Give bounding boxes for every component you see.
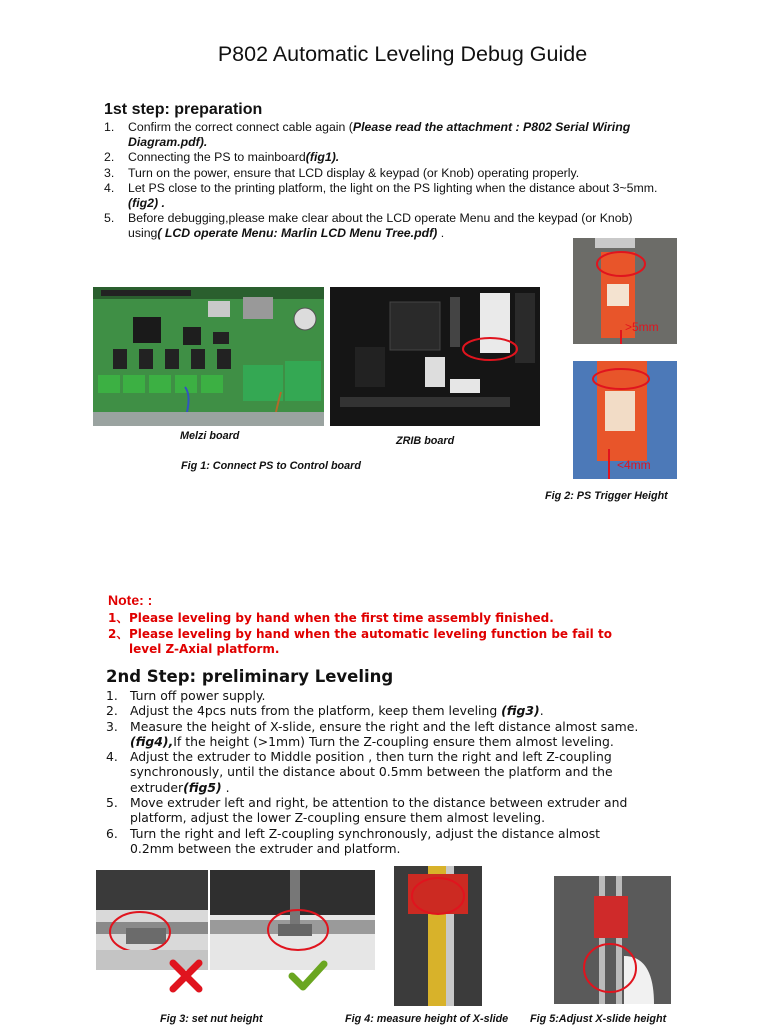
step1-item: 5. Before debugging,please make clear about the LCD operate Menu and the keypad (or Knob) using( LCD operate Menu: Marlin LCD Menu Tree.pdf) . bbox=[104, 211, 633, 241]
zrib-board-photo bbox=[330, 287, 540, 426]
ps-sensor-photo-bottom bbox=[573, 361, 677, 479]
page-title: P802 Automatic Leveling Debug Guide bbox=[217, 42, 588, 66]
note-item: 1、 Please leveling by hand when the first time assembly finished. bbox=[108, 611, 554, 625]
step2-item: 4. Adjust the extruder to Middle position , then turn the right and left Z-coupling synchronously, until the distance about 0.5mm between the platform and the extruder(fig5) . bbox=[106, 749, 613, 795]
note-list bbox=[108, 611, 648, 658]
step1-item: 4. Let PS close to the printing platform, the light on the PS lighting when the distance about 3~5mm.(fig2) . bbox=[104, 180, 658, 211]
fig1-caption: Fig 1: Connect PS to Control board bbox=[181, 460, 361, 472]
zrib-label: ZRIB board bbox=[396, 435, 455, 447]
nut-wrong-photo bbox=[96, 870, 208, 970]
fig4-caption: Fig 4: measure height of X-slide bbox=[345, 1013, 509, 1025]
step1-item: 3. Turn on the power, ensure that LCD display & keypad (or Knob) operating properly. bbox=[104, 165, 580, 180]
step1-item: 2. Connecting the PS to mainboard(fig1). bbox=[104, 150, 340, 165]
x-slide-measure-photo bbox=[394, 866, 482, 1006]
fig2-bottom-label: <4mm bbox=[617, 458, 651, 472]
melzi-label: Melzi board bbox=[180, 430, 240, 442]
note-item: 2、 Please leveling by hand when the automatic leveling function be fail to level Z-Axial platform. bbox=[108, 626, 612, 656]
ps-sensor-photo-top bbox=[573, 238, 677, 344]
melzi-board-photo bbox=[93, 287, 324, 426]
step2-item: 5. Move extruder left and right, be attention to the distance between extruder and platform, adjust the lower Z-coupling ensure them almost leveling. bbox=[106, 795, 628, 826]
check-mark-icon bbox=[288, 960, 328, 992]
step1-item: 1. Confirm the correct connect cable again (Please read the attachment : P802 Serial Wiring Diagram.pdf). bbox=[104, 120, 631, 150]
fig5-caption: Fig 5:Adjust X-slide height bbox=[530, 1013, 667, 1025]
cross-mark-icon bbox=[168, 958, 204, 994]
fig3-caption: Fig 3: set nut height bbox=[160, 1013, 263, 1025]
step2-heading: 2nd Step: preliminary Leveling bbox=[106, 667, 394, 686]
step2-list bbox=[106, 688, 646, 856]
fig2-top-label: >5mm bbox=[625, 320, 659, 334]
fig2-caption: Fig 2: PS Trigger Height bbox=[545, 490, 668, 502]
extruder-adjust-photo bbox=[554, 876, 671, 1004]
note-title: Note: : bbox=[108, 592, 153, 608]
step1-list bbox=[104, 120, 664, 242]
step1-heading: 1st step: preparation bbox=[104, 101, 263, 118]
nut-right-photo bbox=[210, 870, 375, 970]
step2-item: 6. Turn the right and left Z-coupling synchronously, adjust the distance almost 0.2mm between the extruder and platform. bbox=[106, 825, 601, 856]
step2-item: 3. Measure the height of X-slide, ensure the right and the left distance almost same. (fig4),If the height (>1mm) Turn the Z-coupling ensure them almost leveling. bbox=[106, 718, 639, 749]
step2-item: 2. Adjust the 4pcs nuts from the platform, keep them leveling (fig3). bbox=[106, 703, 544, 719]
step2-item: 1. Turn off power supply. bbox=[106, 688, 266, 703]
